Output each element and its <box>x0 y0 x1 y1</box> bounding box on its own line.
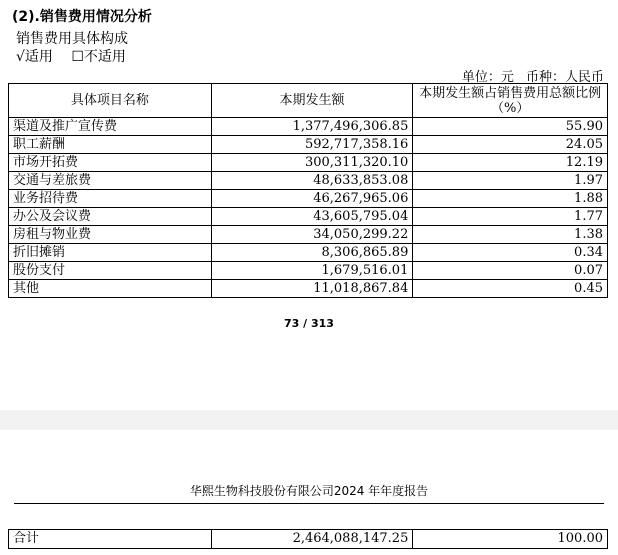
option-not-applicable: ☐不适用 <box>71 49 126 65</box>
unit-label: 单位：元 <box>461 70 514 85</box>
cell-name: 职工薪酬 <box>9 136 212 154</box>
cell-name: 渠道及推广宣传费 <box>9 118 212 136</box>
option-applicable: √适用 <box>16 49 53 65</box>
cell-name: 办公及会议费 <box>9 208 212 226</box>
cell-name: 业务招待费 <box>9 190 212 208</box>
table-row <box>9 154 608 172</box>
cell-ratio: 55.90 <box>413 118 608 136</box>
cell-ratio: 1.38 <box>413 226 608 244</box>
header-amount: 本期发生额 <box>211 84 413 118</box>
table-row <box>9 136 608 154</box>
header-ratio: 本期发生额占销售费用总额比例（%） <box>413 84 608 118</box>
cell-amount: 1,377,496,306.85 <box>211 118 413 136</box>
table-row <box>9 280 608 298</box>
cell-ratio: 24.05 <box>413 136 608 154</box>
table-row <box>9 190 608 208</box>
cell-ratio: 0.45 <box>413 280 608 298</box>
report-header: 华熙生物科技股份有限公司2024 年年度报告 <box>189 484 429 498</box>
cell-amount: 46,267,965.06 <box>211 190 413 208</box>
table-row <box>9 172 608 190</box>
applicability-options <box>16 46 140 66</box>
cell-amount: 300,311,320.10 <box>211 154 413 172</box>
document-page-lower <box>0 430 618 555</box>
cell-amount: 11,018,867.84 <box>211 280 413 298</box>
cell-ratio: 1.97 <box>413 172 608 190</box>
sales-expense-table <box>8 83 608 298</box>
cell-name: 房租与物业费 <box>9 226 212 244</box>
cell-amount: 43,605,795.04 <box>211 208 413 226</box>
total-row <box>9 530 608 549</box>
table-row <box>9 208 608 226</box>
cell-amount: 1,679,516.01 <box>211 262 413 280</box>
cell-ratio: 1.88 <box>413 190 608 208</box>
page-gap <box>0 410 618 430</box>
cell-name: 市场开拓费 <box>9 154 212 172</box>
cell-ratio: 0.07 <box>413 262 608 280</box>
cell-ratio: 12.19 <box>413 154 608 172</box>
cell-amount: 34,050,299.22 <box>211 226 413 244</box>
total-amount: 2,464,088,147.25 <box>211 530 413 549</box>
cell-amount: 592,717,358.16 <box>211 136 413 154</box>
currency-label: 币种：人民币 <box>525 70 604 85</box>
header-item-name: 具体项目名称 <box>9 84 212 118</box>
table-header-row <box>9 84 608 118</box>
table-row <box>9 226 608 244</box>
cell-name: 交通与差旅费 <box>9 172 212 190</box>
cell-name: 其他 <box>9 280 212 298</box>
total-table <box>8 529 608 549</box>
header-divider <box>14 503 604 504</box>
cell-ratio: 0.34 <box>413 244 608 262</box>
section-title: (2).销售费用情况分析 <box>12 9 152 25</box>
table-row <box>9 244 608 262</box>
cell-name: 折旧摊销 <box>9 244 212 262</box>
cell-amount: 8,306,865.89 <box>211 244 413 262</box>
page-number: 73 / 313 <box>284 317 334 330</box>
table-row <box>9 262 608 280</box>
cell-ratio: 1.77 <box>413 208 608 226</box>
total-ratio: 100.00 <box>413 530 608 549</box>
total-label: 合计 <box>9 530 212 549</box>
cell-amount: 48,633,853.08 <box>211 172 413 190</box>
section-subtitle: 销售费用具体构成 <box>16 31 128 47</box>
table-row <box>9 118 608 136</box>
cell-name: 股份支付 <box>9 262 212 280</box>
